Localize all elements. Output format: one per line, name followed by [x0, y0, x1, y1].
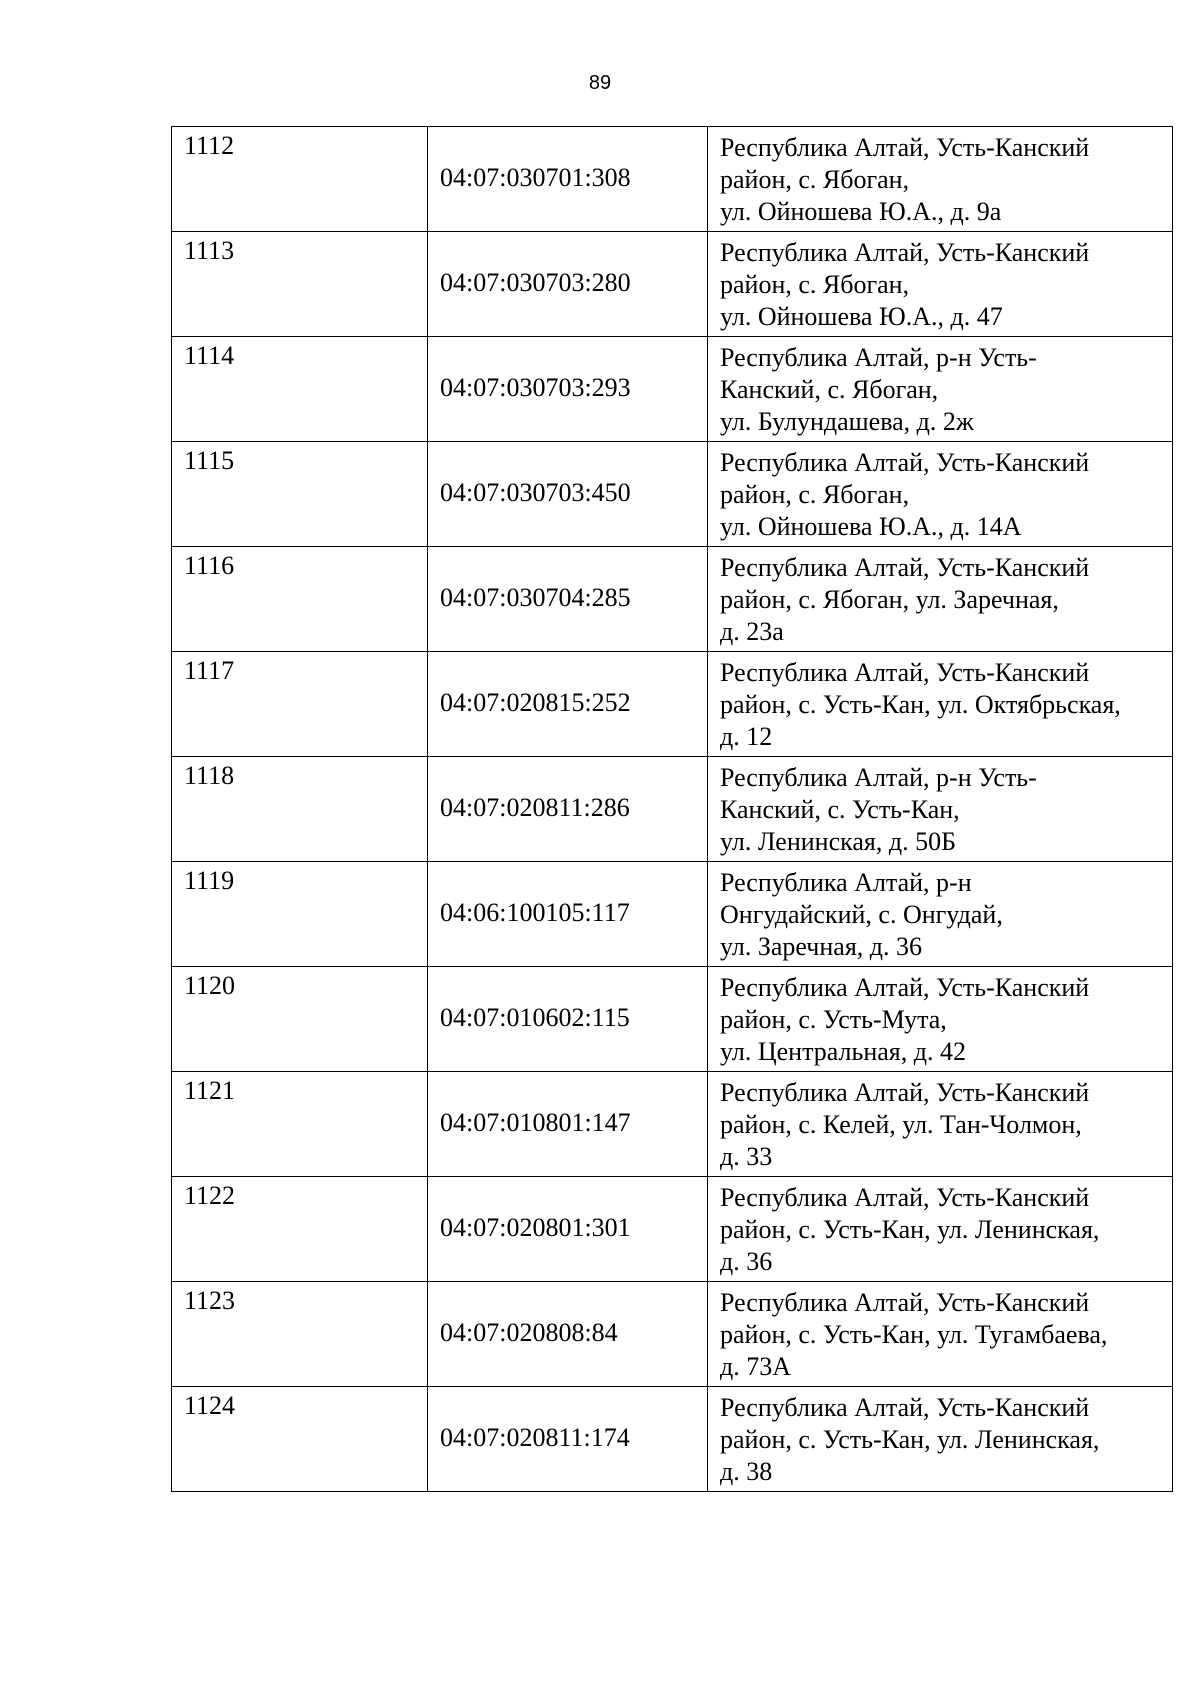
address-text [708, 127, 1172, 228]
cadastral-number: 04:07:030701:308 [440, 163, 631, 192]
cadastral-number-cell [428, 1387, 708, 1492]
table-row [172, 757, 1173, 862]
address-text [708, 1177, 1172, 1278]
address-line: Онгудайский, с. Онгудай, [720, 900, 1003, 929]
address-line: Республика Алтай, Усть-Канский [720, 973, 1090, 1002]
row-number: 1114 [184, 341, 235, 370]
cadastral-number-cell [428, 127, 708, 232]
address-line: район, с. Усть-Кан, ул. Ленинская, [720, 1215, 1100, 1244]
row-number-cell [172, 442, 428, 547]
cadastral-number-cell [428, 1177, 708, 1282]
cadastral-number: 04:07:030703:280 [440, 268, 631, 297]
address-line: Республика Алтай, Усть-Канский [720, 238, 1090, 267]
table-row [172, 337, 1173, 442]
cadastral-number-cell [428, 652, 708, 757]
address-line: Республика Алтай, Усть-Канский [720, 658, 1090, 687]
row-number: 1119 [184, 866, 235, 895]
property-registry-table [171, 126, 1173, 1492]
address-line: район, с. Усть-Мута, [720, 1005, 947, 1034]
row-number: 1112 [184, 131, 235, 160]
row-number: 1121 [184, 1076, 236, 1105]
row-number-cell [172, 1072, 428, 1177]
address-line: Республика Алтай, Усть-Канский [720, 553, 1090, 582]
address-text [708, 442, 1172, 543]
address-line: район, с. Ябоган, [720, 480, 910, 509]
table-row [172, 547, 1173, 652]
address-line: ул. Ойношева Ю.А., д. 14А [720, 512, 1022, 541]
address-cell [708, 1282, 1173, 1387]
address-line: район, с. Усть-Кан, ул. Октябрьская, [720, 690, 1121, 719]
address-text [708, 967, 1172, 1068]
row-number: 1113 [184, 236, 235, 265]
address-line: Республика Алтай, Усть-Канский [720, 448, 1090, 477]
address-line: Республика Алтай, р-н [720, 868, 972, 897]
cadastral-number-cell [428, 232, 708, 337]
table-row [172, 1072, 1173, 1177]
row-number-cell [172, 337, 428, 442]
address-text [708, 232, 1172, 333]
address-text [708, 757, 1172, 858]
address-text [708, 337, 1172, 438]
table-row [172, 1282, 1173, 1387]
cadastral-number: 04:07:020811:286 [440, 793, 630, 822]
address-line: д. 38 [720, 1457, 773, 1486]
address-line: д. 36 [720, 1247, 773, 1276]
address-line: район, с. Усть-Кан, ул. Ленинская, [720, 1425, 1100, 1454]
address-text [708, 1072, 1172, 1173]
cadastral-number-cell [428, 547, 708, 652]
cadastral-number: 04:07:030703:293 [440, 373, 631, 402]
address-line: ул. Ойношева Ю.А., д. 47 [720, 302, 1003, 331]
address-text [708, 652, 1172, 753]
address-cell [708, 757, 1173, 862]
address-text [708, 1282, 1172, 1383]
address-line: Канский, с. Усть-Кан, [720, 795, 960, 824]
address-text [708, 547, 1172, 648]
table-row [172, 862, 1173, 967]
address-line: Республика Алтай, Усть-Канский [720, 133, 1090, 162]
address-text [708, 862, 1172, 963]
row-number: 1122 [184, 1181, 236, 1210]
cadastral-number: 04:07:020808:84 [440, 1318, 618, 1347]
address-line: Республика Алтай, Усть-Канский [720, 1183, 1090, 1212]
table-row [172, 967, 1173, 1072]
address-line: ул. Заречная, д. 36 [720, 932, 923, 961]
cadastral-number-cell [428, 967, 708, 1072]
table-row [172, 652, 1173, 757]
table-row [172, 1387, 1173, 1492]
address-cell [708, 1177, 1173, 1282]
row-number-cell [172, 1387, 428, 1492]
table-body [172, 127, 1173, 1492]
address-line: Республика Алтай, Усть-Канский [720, 1288, 1090, 1317]
row-number: 1120 [184, 971, 236, 1000]
cadastral-number: 04:07:020815:252 [440, 688, 631, 717]
row-number-cell [172, 547, 428, 652]
row-number: 1118 [184, 761, 235, 790]
address-line: Республика Алтай, Усть-Канский [720, 1393, 1090, 1422]
address-cell [708, 652, 1173, 757]
address-line: Республика Алтай, Усть-Канский [720, 1078, 1090, 1107]
address-line: ул. Ленинская, д. 50Б [720, 827, 957, 856]
address-line: район, с. Ябоган, ул. Заречная, [720, 585, 1059, 614]
cadastral-number: 04:07:020801:301 [440, 1213, 631, 1242]
cadastral-number: 04:07:020811:174 [440, 1423, 630, 1452]
address-cell [708, 1387, 1173, 1492]
address-line: ул. Ойношева Ю.А., д. 9а [720, 197, 1002, 226]
row-number: 1124 [184, 1391, 236, 1420]
address-cell [708, 862, 1173, 967]
row-number-cell [172, 1282, 428, 1387]
address-line: район, с. Ябоган, [720, 165, 910, 194]
address-cell [708, 442, 1173, 547]
row-number-cell [172, 862, 428, 967]
address-line: ул. Булундашева, д. 2ж [720, 407, 974, 436]
row-number: 1117 [184, 656, 235, 685]
row-number-cell [172, 757, 428, 862]
cadastral-number: 04:06:100105:117 [440, 898, 630, 927]
cadastral-number-cell [428, 1282, 708, 1387]
row-number-cell [172, 967, 428, 1072]
address-text [708, 1387, 1172, 1488]
row-number-cell [172, 1177, 428, 1282]
row-number-cell [172, 127, 428, 232]
address-line: д. 33 [720, 1142, 773, 1171]
page-number: 89 [588, 72, 612, 94]
address-line: Республика Алтай, р-н Усть- [720, 763, 1037, 792]
address-cell [708, 337, 1173, 442]
address-line: д. 12 [720, 722, 773, 751]
cadastral-number-cell [428, 862, 708, 967]
address-line: район, с. Ябоган, [720, 270, 910, 299]
address-cell [708, 967, 1173, 1072]
row-number: 1115 [184, 446, 235, 475]
table-row [172, 442, 1173, 547]
address-cell [708, 127, 1173, 232]
row-number-cell [172, 232, 428, 337]
address-cell [708, 547, 1173, 652]
address-line: Канский, с. Ябоган, [720, 375, 939, 404]
cadastral-number: 04:07:010602:115 [440, 1003, 630, 1032]
table-row [172, 232, 1173, 337]
address-cell [708, 1072, 1173, 1177]
address-line: д. 23а [720, 617, 784, 646]
cadastral-number-cell [428, 442, 708, 547]
table-row [172, 1177, 1173, 1282]
address-line: район, с. Келей, ул. Тан-Чолмон, [720, 1110, 1082, 1139]
cadastral-number: 04:07:030703:450 [440, 478, 631, 507]
table-row [172, 127, 1173, 232]
address-line: ул. Центральная, д. 42 [720, 1037, 966, 1066]
cadastral-number-cell [428, 757, 708, 862]
cadastral-number: 04:07:010801:147 [440, 1108, 631, 1137]
cadastral-number: 04:07:030704:285 [440, 583, 631, 612]
address-line: д. 73А [720, 1352, 792, 1381]
row-number-cell [172, 652, 428, 757]
address-cell [708, 232, 1173, 337]
row-number: 1116 [184, 551, 235, 580]
row-number: 1123 [184, 1286, 236, 1315]
cadastral-number-cell [428, 337, 708, 442]
cadastral-number-cell [428, 1072, 708, 1177]
address-line: район, с. Усть-Кан, ул. Тугамбаева, [720, 1320, 1108, 1349]
address-line: Республика Алтай, р-н Усть- [720, 343, 1037, 372]
